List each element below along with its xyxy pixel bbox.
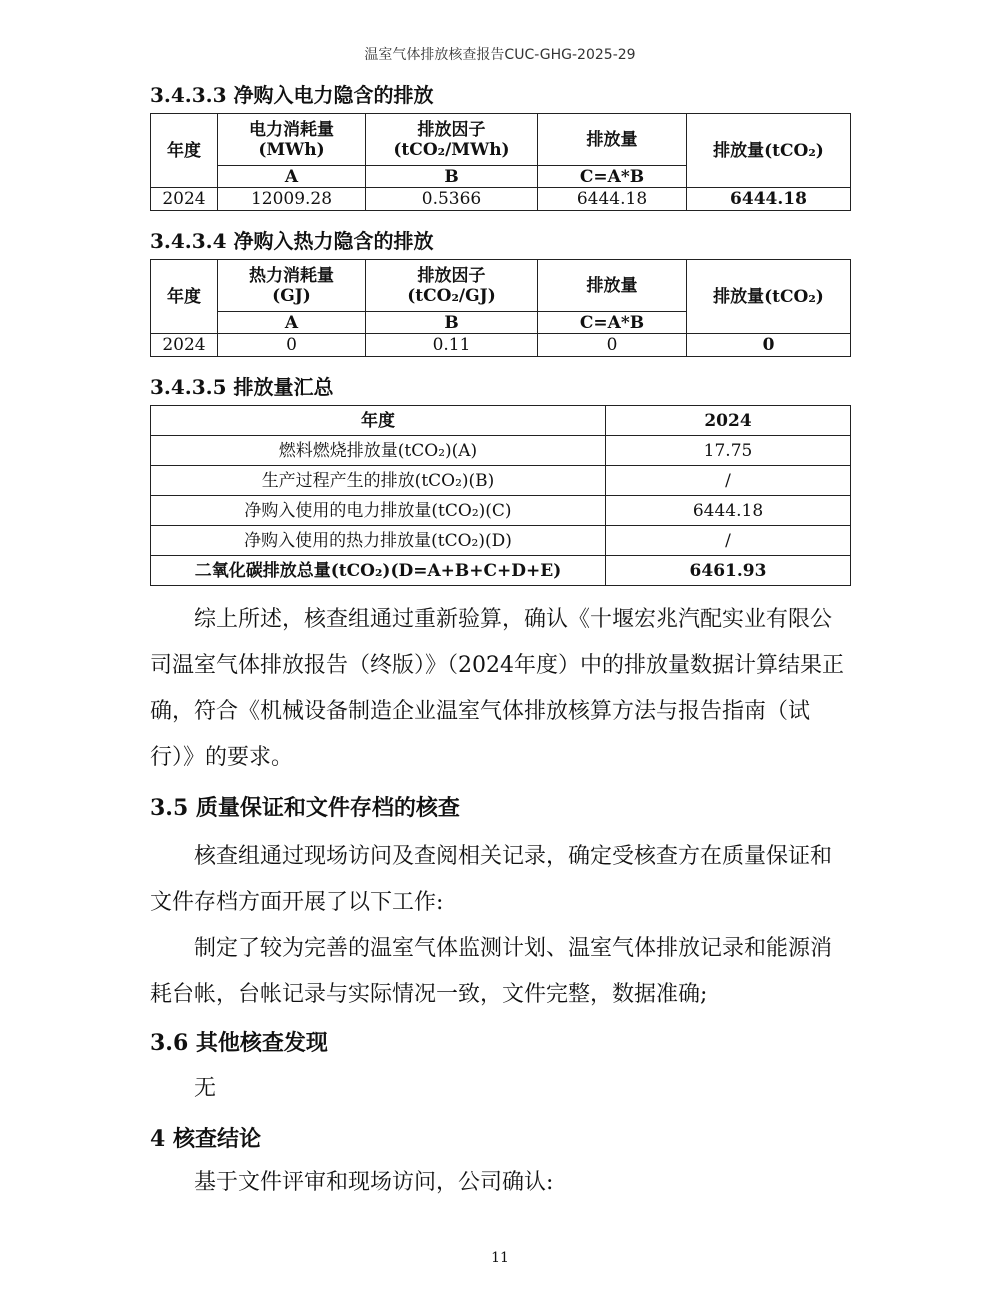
total-row [151, 556, 851, 586]
emission-header: 排放量 [538, 260, 687, 312]
code-c: C=A*B [538, 166, 687, 188]
cell-consumption: 12009.28 [218, 188, 366, 211]
row-label: 净购入使用的热力排放量(tCO₂)(D) [151, 526, 606, 556]
code-b: B [366, 166, 538, 188]
table-row [151, 436, 851, 466]
other-findings-body: 无 [194, 1076, 217, 1101]
total-value: 6461.93 [606, 556, 851, 586]
electricity-emissions-table [150, 113, 851, 211]
conclusion-body: 基于文件评审和现场访问，公司确认: [194, 1170, 554, 1195]
emissions-summary-table [150, 405, 851, 586]
emission-total-header: 排放量(tCO₂) [687, 114, 851, 188]
section-title-summary: 3.4.3.5 排放量汇总 [150, 375, 334, 399]
table-row [151, 526, 851, 556]
row-label: 燃料燃烧排放量(tCO₂)(A) [151, 436, 606, 466]
table-row [151, 188, 851, 211]
cell-total: 6444.18 [687, 188, 851, 211]
table-row [151, 496, 851, 526]
cell-factor: 0.11 [366, 334, 538, 357]
code-b: B [366, 312, 538, 334]
section-title-heat: 3.4.3.4 净购入热力隐含的排放 [150, 229, 434, 253]
emission-header: 排放量 [538, 114, 687, 166]
cell-factor: 0.5366 [366, 188, 538, 211]
code-a: A [218, 312, 366, 334]
summary-header-label: 年度 [151, 406, 606, 436]
qa-paragraph-1: 核查组通过现场访问及查阅相关记录，确定受核查方在质量保证和文件存档方面开展了以下工作: [150, 844, 833, 915]
table-row [151, 334, 851, 357]
page-number: 11 [491, 1250, 509, 1266]
cell-consumption: 0 [218, 334, 366, 357]
section-title-other-findings: 3.6 其他核查发现 [150, 1030, 328, 1056]
code-c: C=A*B [538, 312, 687, 334]
consumption-header: 热力消耗量 (GJ) [218, 260, 366, 312]
table-row [151, 466, 851, 496]
year-header: 年度 [151, 260, 218, 334]
cell-total: 0 [687, 334, 851, 357]
section-title-conclusion: 4 核查结论 [150, 1126, 261, 1152]
code-a: A [218, 166, 366, 188]
emission-factor-header: 排放因子 (tCO₂/GJ) [366, 260, 538, 312]
running-header: 温室气体排放核查报告CUC-GHG-2025-29 [364, 47, 636, 63]
total-label: 二氧化碳排放总量(tCO₂)(D=A+B+C+D+E) [151, 556, 606, 586]
qa-paragraph-2: 制定了较为完善的温室气体监测计划、温室气体排放记录和能源消耗台帐，台帐记录与实际情况一致，文件完整，数据准确; [150, 936, 833, 1007]
section-title-electricity: 3.4.3.3 净购入电力隐含的排放 [150, 83, 434, 107]
summary-header-year: 2024 [606, 406, 851, 436]
row-value: / [606, 466, 851, 496]
row-value: / [606, 526, 851, 556]
row-value: 17.75 [606, 436, 851, 466]
cell-year: 2024 [151, 188, 218, 211]
consumption-header: 电力消耗量 (MWh) [218, 114, 366, 166]
emission-total-header: 排放量(tCO₂) [687, 260, 851, 334]
summary-paragraph: 综上所述，核查组通过重新验算，确认《十堰宏兆汽配实业有限公司温室气体排放报告（终版）》（2024年度）中的排放量数据计算结果正确，符合《机械设备制造企业温室气体排放核算方法与报告指南（试行）》的要求。 [150, 607, 844, 770]
cell-emission: 0 [538, 334, 687, 357]
section-title-qa: 3.5 质量保证和文件存档的核查 [150, 795, 460, 821]
row-value: 6444.18 [606, 496, 851, 526]
heat-emissions-table [150, 259, 851, 357]
row-label: 生产过程产生的排放(tCO₂)(B) [151, 466, 606, 496]
cell-year: 2024 [151, 334, 218, 357]
emission-factor-header: 排放因子 (tCO₂/MWh) [366, 114, 538, 166]
year-header: 年度 [151, 114, 218, 188]
row-label: 净购入使用的电力排放量(tCO₂)(C) [151, 496, 606, 526]
cell-emission: 6444.18 [538, 188, 687, 211]
